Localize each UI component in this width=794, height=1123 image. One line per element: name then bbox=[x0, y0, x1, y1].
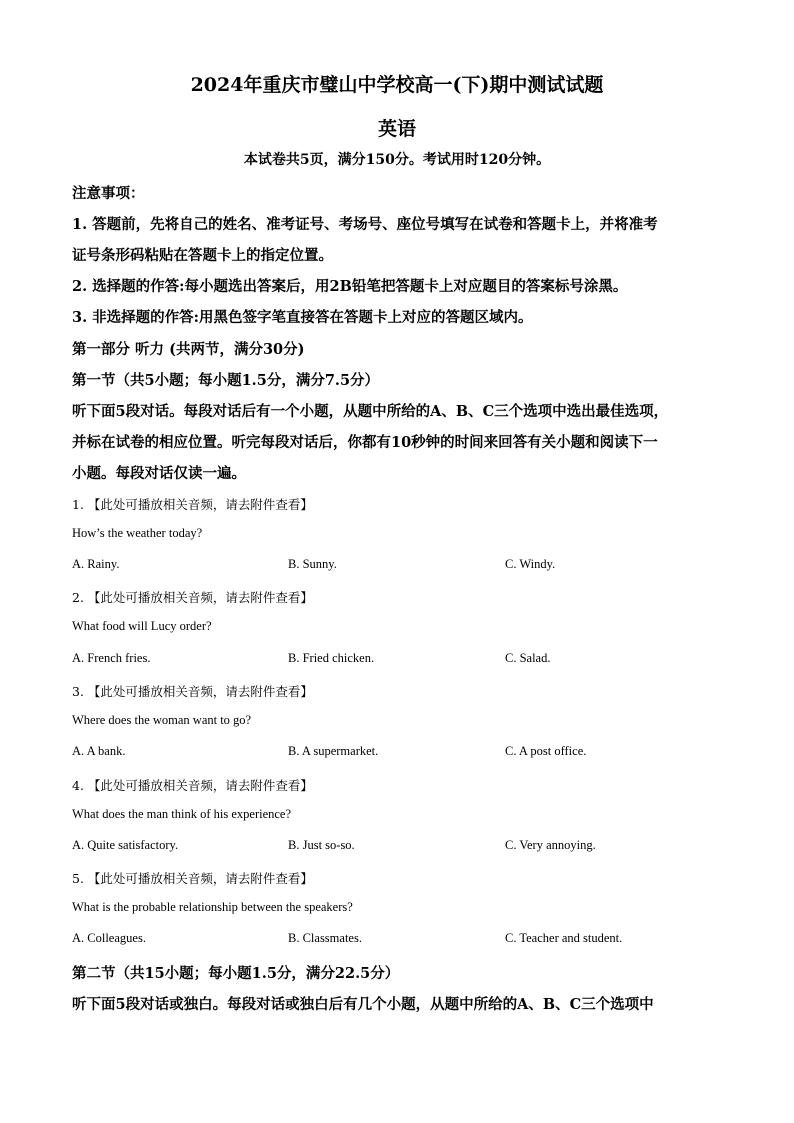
section1-instruction-line-3: 小题。每段对话仅读一遍。 bbox=[72, 465, 246, 482]
section1-instruction-line-1: 听下面5段对话。每段对话后有一个小题，从题中所给的A、B、C三个选项中选出最佳选项， bbox=[72, 403, 669, 420]
question-4-option-c: C. Very annoying. bbox=[505, 838, 596, 852]
question-3-option-a: A. A bank. bbox=[72, 744, 126, 758]
question-5-audio-link[interactable]: 5. 【此处可播放相关音频，请去附件查看】 bbox=[72, 871, 313, 886]
exam-info: 本试卷共5页，满分150分。考试用时120分钟。 bbox=[243, 152, 551, 168]
question-1-option-a: A. Rainy. bbox=[72, 557, 120, 571]
question-1-audio-link[interactable]: 1. 【此处可播放相关音频，请去附件查看】 bbox=[72, 497, 313, 512]
section2-heading: 第二节（共15小题；每小题1.5分，满分22.5分） bbox=[72, 965, 400, 982]
question-2-option-b: B. Fried chicken. bbox=[288, 651, 375, 665]
section1-heading: 第一节（共5小题；每小题1.5分，满分7.5分） bbox=[72, 372, 380, 389]
part1-heading: 第一部分 听力 (共两节，满分30分) bbox=[72, 341, 305, 358]
question-2-option-c: C. Salad. bbox=[505, 651, 551, 665]
question-3-audio-link[interactable]: 3. 【此处可播放相关音频，请去附件查看】 bbox=[72, 684, 313, 699]
question-3-option-c: C. A post office. bbox=[505, 744, 587, 758]
note-item-2: 2. 选择题的作答:每小题选出答案后，用2B铅笔把答题卡上对应题目的答案标号涂黑。 bbox=[72, 278, 628, 295]
question-1-option-c: C. Windy. bbox=[505, 557, 556, 571]
question-4-text: What does the man think of his experience? bbox=[72, 807, 292, 821]
question-2-audio-link[interactable]: 2. 【此处可播放相关音频，请去附件查看】 bbox=[72, 590, 313, 605]
note-item-1-line-2: 证号条形码粘贴在答题卡上的指定位置。 bbox=[72, 247, 333, 264]
question-4-option-a: A. Quite satisfactory. bbox=[72, 838, 179, 852]
note-item-3: 3. 非选择题的作答:用黑色签字笔直接答在答题卡上对应的答题区域内。 bbox=[72, 309, 533, 326]
question-5-text: What is the probable relationship between the speakers? bbox=[72, 900, 353, 914]
question-3-text: Where does the woman want to go? bbox=[72, 713, 252, 727]
question-3-option-b: B. A supermarket. bbox=[288, 744, 379, 758]
question-2-option-a: A. French fries. bbox=[72, 651, 151, 665]
notes-heading: 注意事项： bbox=[72, 185, 145, 202]
exam-title: 2024年重庆市璧山中学校高一(下)期中测试试题 bbox=[190, 74, 604, 96]
question-2-text: What food will Lucy order? bbox=[72, 619, 212, 633]
section2-instruction: 听下面5段对话或独白。每段对话或独白后有几个小题，从题中所给的A、B、C三个选项中 bbox=[72, 996, 654, 1013]
note-item-1-line-1: 1. 答题前，先将自己的姓名、准考证号、考场号、座位号填写在试卷和答题卡上，并将准考 bbox=[72, 216, 658, 233]
subject-title: 英语 bbox=[377, 118, 416, 140]
question-1-text: How’s the weather today? bbox=[72, 526, 203, 540]
section1-instruction-line-2: 并标在试卷的相应位置。听完每段对话后，你都有10秒钟的时间来回答有关小题和阅读下一 bbox=[72, 434, 658, 451]
question-5-option-a: A. Colleagues. bbox=[72, 931, 146, 945]
question-4-audio-link[interactable]: 4. 【此处可播放相关音频，请去附件查看】 bbox=[72, 778, 313, 793]
question-5-option-c: C. Teacher and student. bbox=[505, 931, 623, 945]
question-4-option-b: B. Just so-so. bbox=[288, 838, 355, 852]
question-1-option-b: B. Sunny. bbox=[288, 557, 337, 571]
question-5-option-b: B. Classmates. bbox=[288, 931, 362, 945]
